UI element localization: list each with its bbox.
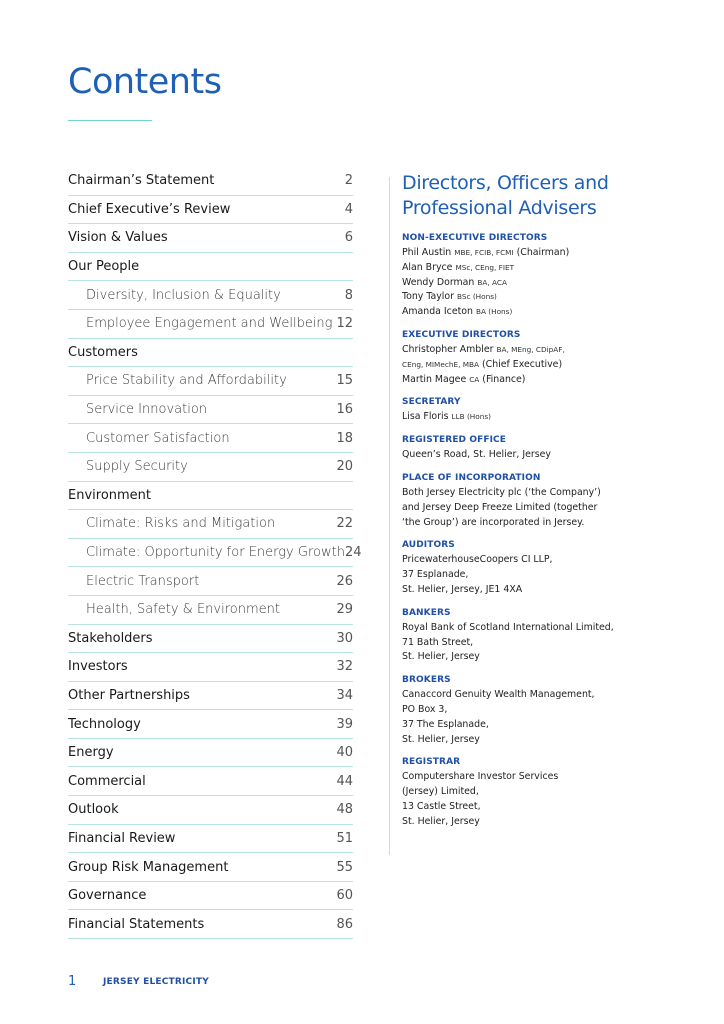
line-text: St. Helier, Jersey <box>402 733 480 745</box>
toc-label: Energy <box>68 745 114 761</box>
toc-label: Supply Security <box>86 459 188 475</box>
toc-row[interactable] <box>68 281 353 310</box>
line-qualifications: BA, ACA <box>477 277 507 287</box>
footer-page-number: 1 <box>68 974 77 989</box>
toc-page-number: 6 <box>344 230 353 246</box>
section-line <box>402 305 702 320</box>
section-line <box>402 800 702 815</box>
toc-row[interactable] <box>68 367 353 396</box>
toc-label: Group Risk Management <box>68 859 229 875</box>
section-line <box>402 636 702 651</box>
toc-row[interactable] <box>68 910 353 939</box>
toc-label: Environment <box>68 487 152 503</box>
line-text: St. Helier, Jersey <box>402 651 480 663</box>
toc-label: Our People <box>68 259 140 275</box>
directors-heading-line2: Professional Advisers <box>402 197 597 219</box>
toc-page-number: 40 <box>336 745 353 761</box>
toc-row[interactable] <box>68 424 353 453</box>
section-line <box>402 553 702 568</box>
toc-page-number: 8 <box>344 287 353 303</box>
line-text: Phil Austin <box>402 247 452 258</box>
toc-label: Customer Satisfaction <box>86 430 230 446</box>
toc-page-number: 2 <box>344 173 353 189</box>
toc-page-number: 60 <box>336 888 353 904</box>
line-text: Both Jersey Electricity plc (‘the Company’) <box>402 486 601 498</box>
title-underline <box>68 120 152 121</box>
toc-page-number: 26 <box>336 573 353 589</box>
toc-row[interactable] <box>68 510 353 539</box>
toc-page-number: 86 <box>336 916 353 932</box>
toc-row[interactable] <box>68 224 353 253</box>
section-line <box>402 486 702 501</box>
toc-page-number: 30 <box>336 630 353 646</box>
toc-label: Employee Engagement and Wellbeing <box>86 316 333 332</box>
section-line <box>402 290 702 305</box>
toc-page-number: 48 <box>336 802 353 818</box>
directors-heading <box>402 171 702 221</box>
section-line <box>402 410 702 425</box>
toc-row[interactable] <box>68 196 353 225</box>
directors-sections <box>402 233 702 830</box>
toc-row[interactable] <box>68 253 353 282</box>
section-line <box>402 733 702 748</box>
toc-row[interactable] <box>68 567 353 596</box>
line-text: Amanda Iceton <box>402 306 473 318</box>
table-of-contents <box>68 167 362 939</box>
toc-page-number: 34 <box>336 687 353 703</box>
section-heading: EXECUTIVE DIRECTORS <box>402 329 521 340</box>
toc-label: Electric Transport <box>86 573 200 589</box>
section-line <box>402 583 702 598</box>
toc-label: Climate: Risks and Mitigation <box>86 516 276 532</box>
line-role: (Chief Executive) <box>482 358 563 370</box>
toc-row[interactable] <box>68 396 353 425</box>
line-text: (Jersey) Limited, <box>402 786 479 798</box>
section-line <box>402 358 702 373</box>
section-heading: BANKERS <box>402 607 451 618</box>
section-line <box>402 815 702 830</box>
toc-page-number: 4 <box>344 201 353 217</box>
toc-page-number: 12 <box>336 316 353 332</box>
section-line <box>402 785 702 800</box>
toc-row[interactable] <box>68 596 353 625</box>
section-line <box>402 650 702 665</box>
line-text: 37 Esplanade, <box>402 569 469 581</box>
section-line <box>402 448 702 463</box>
section-heading: PLACE OF INCORPORATION <box>402 472 541 483</box>
line-role: (Chairman) <box>516 247 570 258</box>
toc-page-number: 44 <box>336 773 353 789</box>
section-line <box>402 688 702 703</box>
toc-page-number: 15 <box>336 373 353 389</box>
toc-row[interactable] <box>68 796 353 825</box>
toc-page-number: 39 <box>336 716 353 732</box>
toc-label: Other Partnerships <box>68 687 190 703</box>
section-line <box>402 261 702 276</box>
toc-row[interactable] <box>68 739 353 768</box>
toc-page-number: 24 <box>344 545 362 561</box>
section-heading: NON-EXECUTIVE DIRECTORS <box>402 233 548 243</box>
section-line <box>402 516 702 531</box>
toc-label: Investors <box>68 659 128 675</box>
toc-row[interactable] <box>68 539 362 568</box>
line-qualifications: BA, MEng, CDipAF, <box>496 344 565 354</box>
column-divider <box>389 177 390 855</box>
line-qualifications: BSc (Hons) <box>456 292 497 302</box>
toc-label: Commercial <box>68 773 146 789</box>
line-text: Christopher Ambler <box>402 343 494 355</box>
toc-page-number: 32 <box>336 659 353 675</box>
toc-row[interactable] <box>68 167 353 196</box>
section-heading: SECRETARY <box>402 397 461 408</box>
line-qualifications: CEng, MIMechE, MBA <box>402 359 480 369</box>
toc-label: Chief Executive’s Review <box>68 201 231 217</box>
toc-row[interactable] <box>68 710 353 739</box>
line-qualifications: MSc, CEng, FIET <box>455 262 515 272</box>
toc-label: Stakeholders <box>68 630 153 646</box>
section-heading: AUDITORS <box>402 540 455 551</box>
line-text: 71 Bath Street, <box>402 636 474 648</box>
line-text: PO Box 3, <box>402 703 448 715</box>
line-text: Tony Taylor <box>402 291 454 303</box>
toc-row[interactable] <box>68 453 353 482</box>
section-line <box>402 770 702 785</box>
toc-page-number: 16 <box>336 402 353 418</box>
line-text: Wendy Dorman <box>402 276 475 288</box>
section-line <box>402 373 702 388</box>
line-text: and Jersey Deep Freeze Limited (together <box>402 501 598 513</box>
toc-label: Customers <box>68 344 138 360</box>
toc-page-number: 51 <box>336 830 353 846</box>
toc-row[interactable] <box>68 682 353 711</box>
toc-page-number: 29 <box>336 602 353 618</box>
toc-label: Financial Review <box>68 830 176 846</box>
line-text: Royal Bank of Scotland International Limited, <box>402 621 614 633</box>
directors-panel <box>402 171 702 830</box>
section-line <box>402 718 702 733</box>
line-text: 13 Castle Street, <box>402 800 481 812</box>
line-text: ‘the Group’) are incorporated in Jersey. <box>402 516 585 528</box>
line-text: Canaccord Genuity Wealth Management, <box>402 689 595 701</box>
line-qualifications: LLB (Hons) <box>451 412 492 422</box>
line-text: St. Helier, Jersey, JE1 4XA <box>402 583 523 595</box>
section-line <box>402 501 702 516</box>
toc-row[interactable] <box>68 482 353 511</box>
section-heading: REGISTRAR <box>402 757 461 768</box>
line-text: Queen’s Road, St. Helier, Jersey <box>402 449 551 461</box>
toc-label: Climate: Opportunity for Energy Growth <box>86 545 345 561</box>
section-line <box>402 276 702 291</box>
toc-label: Governance <box>68 888 147 904</box>
line-text: Lisa Floris <box>402 411 449 423</box>
footer-company-name: JERSEY ELECTRICITY <box>103 977 209 987</box>
section-line <box>402 246 702 261</box>
line-text: 37 The Esplanade, <box>402 718 489 730</box>
toc-row[interactable] <box>68 882 353 911</box>
toc-page-number: 18 <box>336 430 353 446</box>
toc-row[interactable] <box>68 625 353 654</box>
section-line <box>402 703 702 718</box>
directors-heading-line1: Directors, Officers and <box>402 172 609 194</box>
toc-page-number: 20 <box>336 459 353 475</box>
section-line <box>402 568 702 583</box>
toc-row[interactable] <box>68 653 353 682</box>
section-heading: BROKERS <box>402 675 451 686</box>
toc-row[interactable] <box>68 767 353 796</box>
toc-label: Technology <box>68 716 141 732</box>
toc-label: Service Innovation <box>86 402 208 418</box>
toc-row[interactable] <box>68 853 353 882</box>
toc-row[interactable] <box>68 825 353 854</box>
section-heading: REGISTERED OFFICE <box>402 435 507 446</box>
toc-row[interactable] <box>68 339 353 368</box>
toc-label: Price Stability and Affordability <box>86 373 287 389</box>
line-role: (Finance) <box>482 373 526 385</box>
line-text: Martin Magee <box>402 373 467 385</box>
line-text: Computershare Investor Services <box>402 771 559 783</box>
line-qualifications: BA (Hons) <box>475 307 513 317</box>
line-text: St. Helier, Jersey <box>402 815 480 827</box>
toc-label: Outlook <box>68 802 119 818</box>
toc-page-number: 22 <box>336 516 353 532</box>
toc-label: Health, Safety & Environment <box>86 602 280 618</box>
line-text: Alan Bryce <box>402 261 453 273</box>
line-text: PricewaterhouseCoopers CI LLP, <box>402 554 553 566</box>
page-title: Contents <box>68 62 222 102</box>
toc-page-number: 55 <box>336 859 353 875</box>
toc-label: Diversity, Inclusion & Equality <box>86 287 281 303</box>
line-qualifications: CA <box>469 374 480 384</box>
section-line <box>402 343 702 358</box>
toc-label: Vision & Values <box>68 230 168 246</box>
toc-label: Financial Statements <box>68 916 205 932</box>
section-line <box>402 621 702 636</box>
toc-row[interactable] <box>68 310 353 339</box>
toc-label: Chairman’s Statement <box>68 173 215 189</box>
line-qualifications: MBE, FCIB, FCMI <box>454 248 514 257</box>
